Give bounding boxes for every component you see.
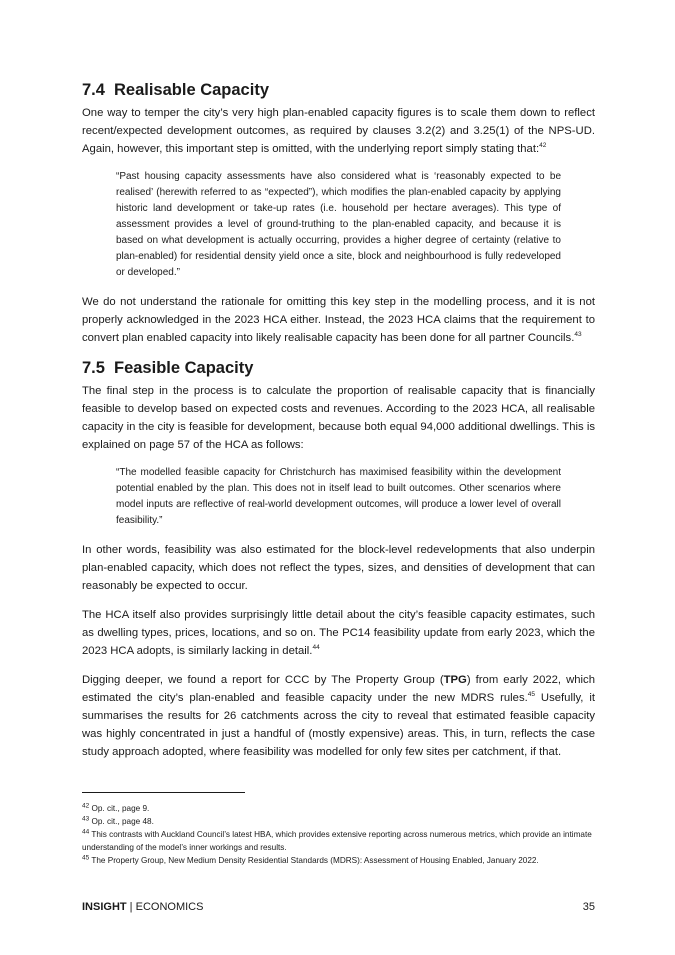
bold-abbrev: TPG <box>443 674 467 686</box>
footnote <box>82 802 595 815</box>
section-title: Feasible Capacity <box>114 359 254 377</box>
section-heading-7-5 <box>82 358 595 378</box>
paragraph-text: We do not understand the rationale for omitting this key step in the modelling process, and it is not properly acknowledged in the 2023 HCA either. Instead, the 2023 HCA claims that the requirement to convert plan enabled capacity into likely realisable capacity has been done for all partner Councils. <box>82 296 595 344</box>
footnotes <box>82 802 595 867</box>
section-number: 7.5 <box>82 359 105 377</box>
paragraph-text: The HCA itself also provides surprisingly little detail about the city’s feasible capacity estimates, such as dwelling types, prices, locations, and so on. The PC14 feasibility update from early 2023, which the 2023 HCA adopts, is similarly lacking in detail. <box>82 609 595 657</box>
main-content <box>82 80 595 761</box>
section-title: Realisable Capacity <box>114 81 269 99</box>
footer-subbrand: ECONOMICS <box>135 901 204 913</box>
footnote <box>82 828 595 854</box>
paragraph-text: Digging deeper, we found a report for CCC by The Property Group ( <box>82 674 444 686</box>
footnote-separator <box>82 792 245 793</box>
page-number: 35 <box>582 901 595 913</box>
footnote-ref[interactable]: 42 <box>539 142 547 150</box>
section-heading-7-4 <box>82 80 595 100</box>
footnote-number: 44 <box>82 828 90 836</box>
block-quote: “The modelled feasible capacity for Christchurch has maximised feasibility within the development potential enabled by the plan. This does not in itself lead to built outcomes. Other scenarios where model inputs are reflective of real-world development outcomes, will produce a lower level of overall feasibility.” <box>116 467 561 526</box>
paragraph: In other words, feasibility was also estimated for the block-level redevelopments that also underpin plan-enabled capacity, which does not reflect the types, sizes, and densities of development that can reasonably be expected to occur. <box>82 544 595 592</box>
footnote-number: 45 <box>82 854 90 862</box>
footnote-number: 42 <box>82 802 90 810</box>
paragraph <box>82 671 595 761</box>
paragraph-text: Usefully, it summarises the results for 26 catchments across the city to reveal that estimated feasible capacity was highly concentrated in just a handful of (mostly expensive) areas. This, in turn, reflects the case study approach adopted, where feasibility was modelled for only few sites per catchment, if that. <box>82 692 596 758</box>
footnote-text: This contrasts with Auckland Council’s latest HBA, which provides extensive reporting across numerous metrics, which provide an intimate understanding of the model’s inner workings and results. <box>82 830 592 852</box>
paragraph <box>82 293 595 347</box>
footnote-text: Op. cit., page 48. <box>89 817 154 826</box>
paragraph <box>82 104 595 158</box>
footer-brand: INSIGHT <box>82 901 127 913</box>
footnote-text: The Property Group, New Medium Density Residential Standards (MDRS): Assessment of Housing Enabled, January 2022. <box>89 856 539 865</box>
footnote-ref[interactable]: 43 <box>574 331 582 339</box>
section-number: 7.4 <box>82 81 105 99</box>
footnote-ref[interactable]: 45 <box>527 691 535 699</box>
paragraph-text: One way to temper the city’s very high plan-enabled capacity figures is to scale them down to reflect recent/expected development outcomes, as required by clauses 3.2(2) and 3.25(1) of the NPS-UD. Again, however, this important step is omitted, with the underlying report simply stating that: <box>82 107 595 155</box>
page-footer <box>82 901 595 913</box>
footnote <box>82 854 595 867</box>
block-quote: “Past housing capacity assessments have also considered what is ‘reasonably expected to be realised’ (herewith referred to as “expected”), which modifies the plan-enabled capacity by applying historic land development or take-up rates (i.e. household per hectare averages). This type of assessment provides a level of ground-truthing to the plan-enabled capacity, and because it is based on what development is actually occurring, provides a higher degree of certainty (relative to plan-enabled) for residential density yield once a site, block and neighbourhood is fully redeveloped or developed.” <box>116 171 561 278</box>
footnote-number: 43 <box>82 815 90 823</box>
footer-separator: | <box>126 901 136 913</box>
footnote-ref[interactable]: 44 <box>312 644 320 652</box>
footnote-text: Op. cit., page 9. <box>89 804 150 813</box>
paragraph-text: ) from early 2022, which estimated the city’s plan-enabled and feasible capacity under the new MDRS rules. <box>82 674 595 704</box>
footnote <box>82 815 595 828</box>
paragraph: The final step in the process is to calculate the proportion of realisable capacity that is financially feasible to develop based on expected costs and revenues. According to the 2023 HCA, all realisable capacity in the city is feasible for development, because both equal 94,000 additional dwellings. This is explained on page 57 of the HCA as follows: <box>82 385 595 451</box>
paragraph <box>82 606 595 660</box>
